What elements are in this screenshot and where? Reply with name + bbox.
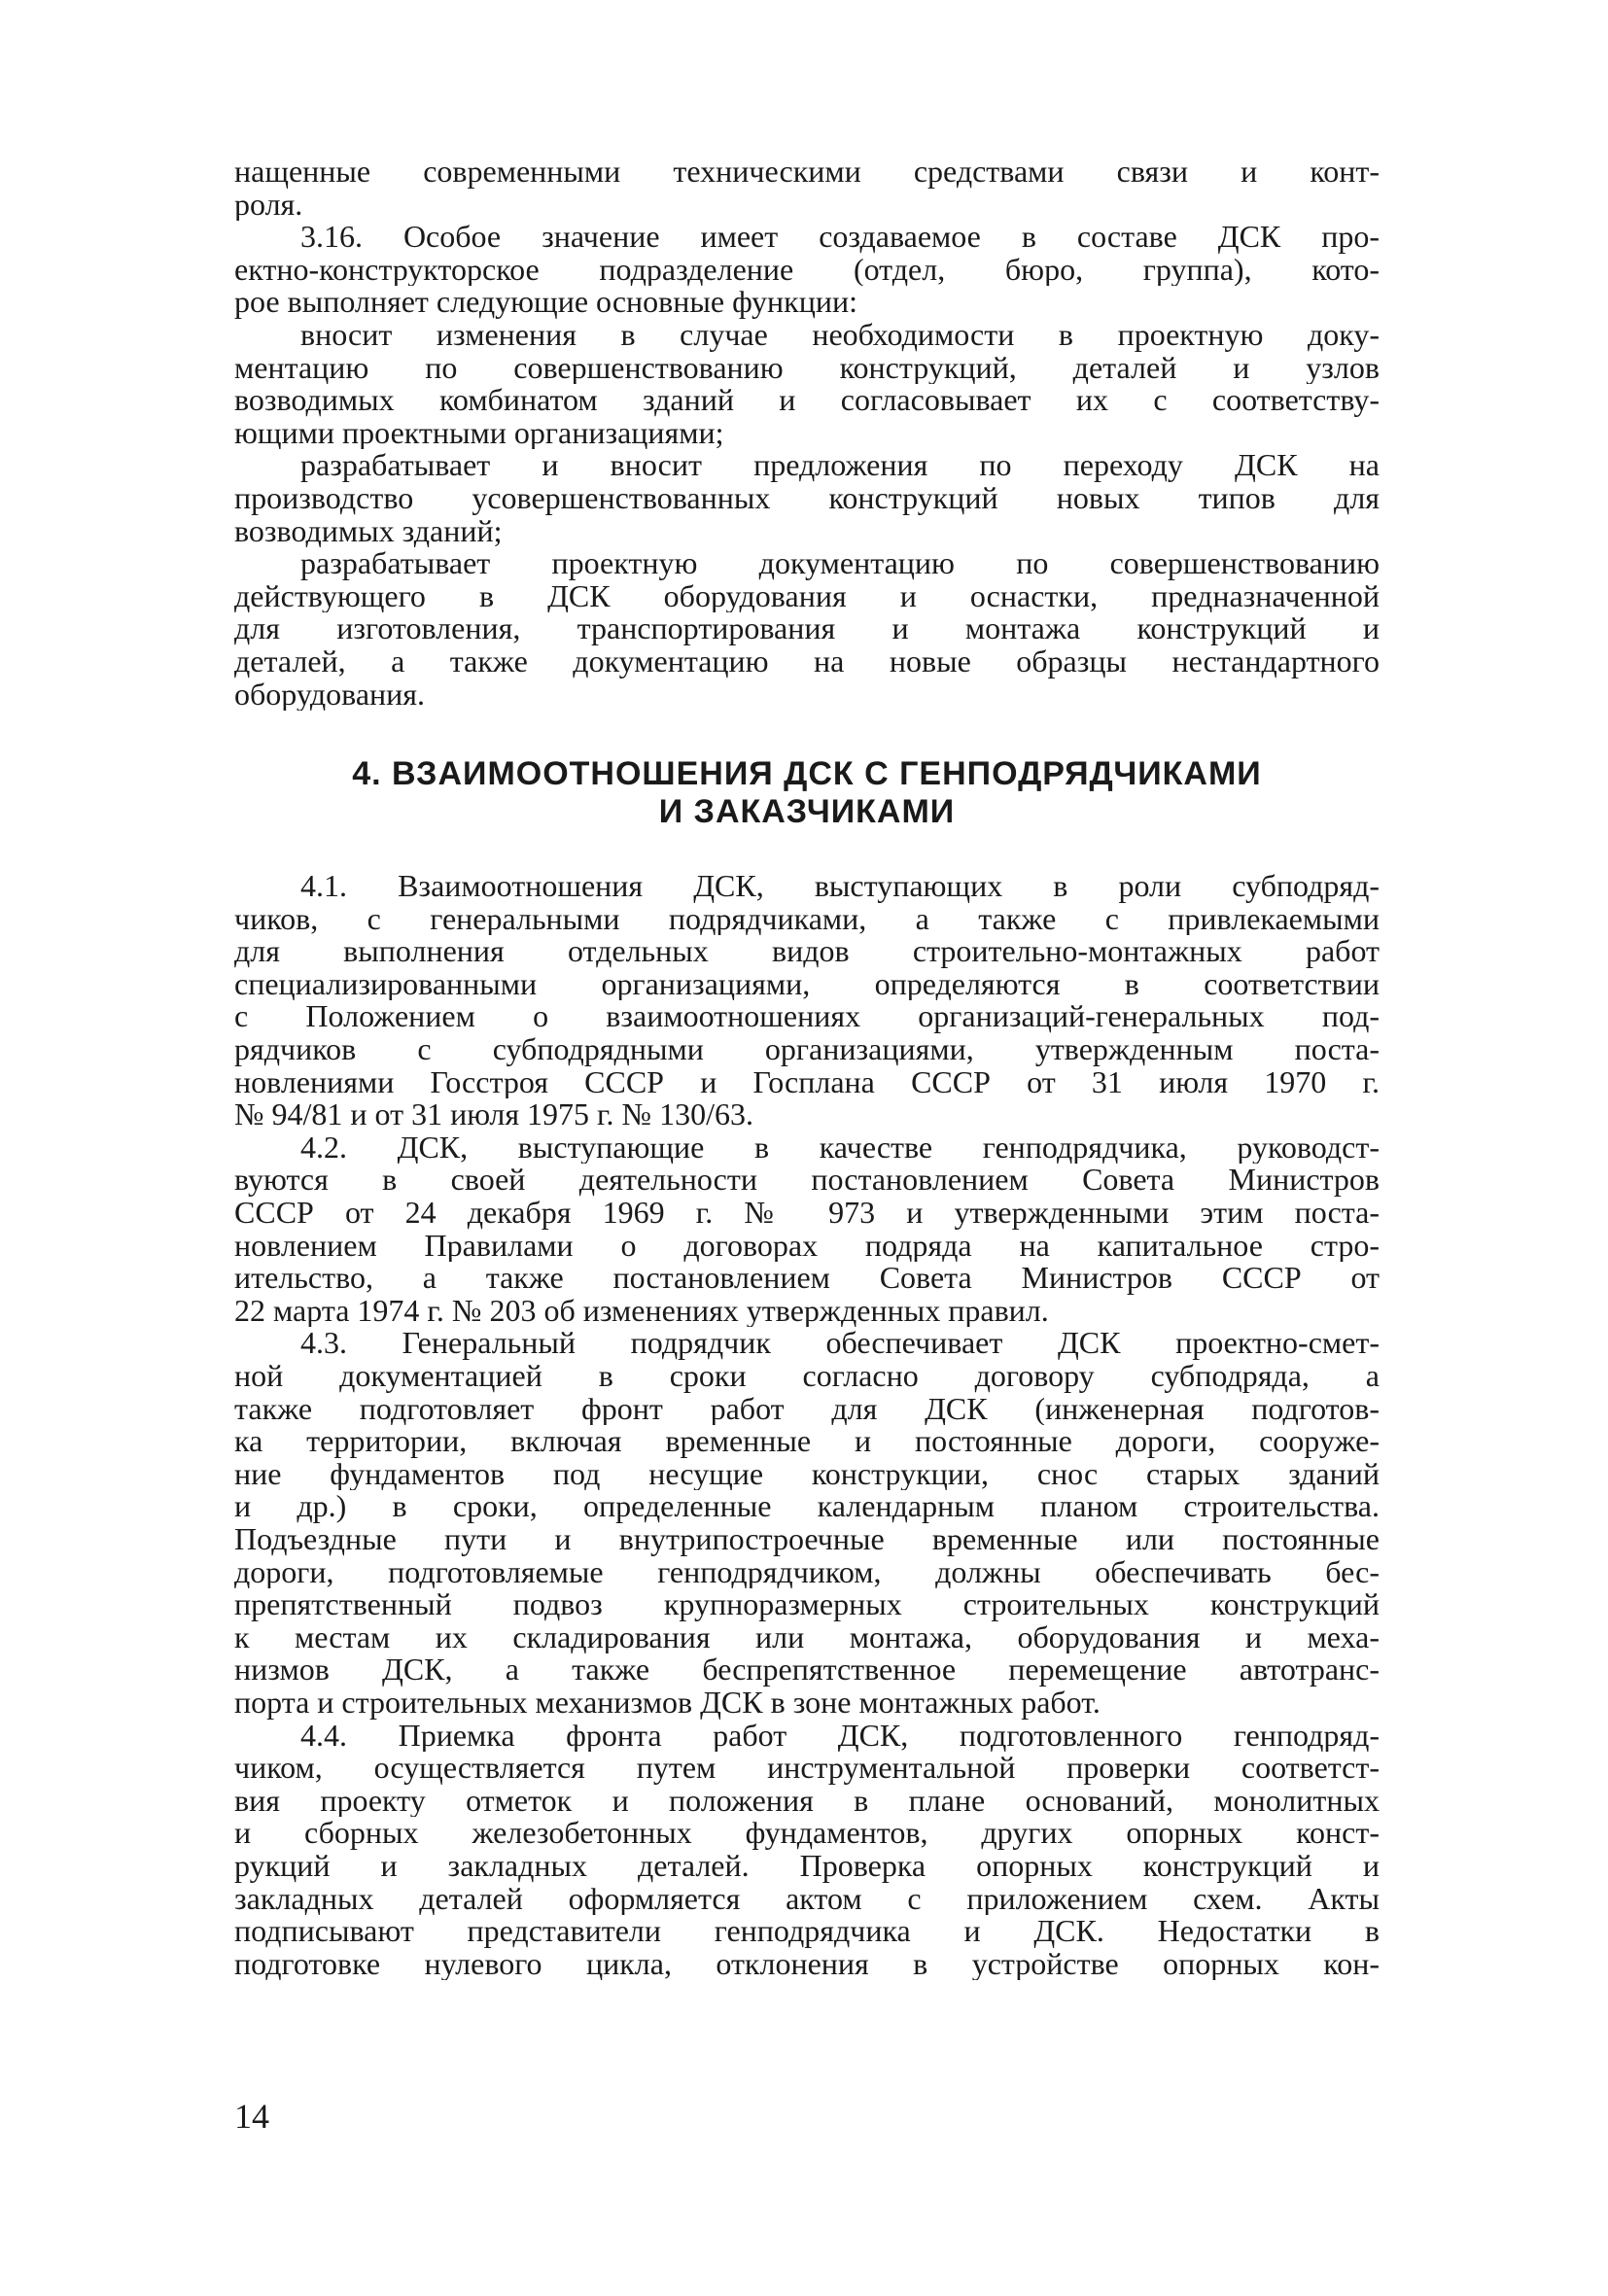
text-line: разрабатывает и вносит предложения по переходу ДСК на (300, 449, 1380, 482)
text-line: препятственный подвоз крупноразмерных строительных конструкций (234, 1588, 1380, 1621)
text-line: низмов ДСК, а также беспрепятственное перемещение автотранс- (234, 1653, 1380, 1687)
text-line: действующего в ДСК оборудования и оснастки, предназначенной (234, 579, 1380, 613)
section-4-text (234, 870, 1380, 1980)
text-line: новлениями Госстроя СССР и Госплана СССР от 31 июля 1970 г. (234, 1065, 1380, 1099)
text-line: вносит изменения в случае необходимости в проектную доку- (300, 318, 1380, 352)
text-line: вуются в своей деятельности постановлением Совета Министров (234, 1164, 1380, 1198)
text-line: ительство, а также постановлением Совета Министров СССР от (234, 1262, 1380, 1295)
text-line: также подготовляет фронт работ для ДСК (инженерная подготов- (234, 1392, 1380, 1426)
text-line: к местам их складирования или монтажа, оборудования и меха- (234, 1620, 1380, 1654)
text-line: Подъездные пути и внутрипостроечные временные или постоянные (234, 1522, 1380, 1556)
paragraph-4-1-line: 4.1. Взаимоотношения ДСК, выступающих в роли субподряд- (300, 870, 1380, 903)
page-body (234, 156, 1380, 1980)
text-line: возводимых комбинатом зданий и согласовывает их с соответству- (234, 384, 1380, 417)
text-line: ющими проектными организациями; (234, 416, 724, 450)
paragraph-4-2-line: 4.2. ДСК, выступающие в качестве генподрядчика, руководст- (300, 1131, 1380, 1165)
text-line: дороги, подготовляемые генподрядчиком, должны обеспечивать бес- (234, 1555, 1380, 1589)
text-line: роля. (234, 188, 303, 222)
text-line: чиком, осуществляется путем инструментальной проверки соответст- (234, 1752, 1380, 1785)
text-line: чиков, с генеральными подрядчиками, а также с привлекаемыми (234, 902, 1380, 936)
text-line: для выполнения отдельных видов строительно-монтажных работ (234, 935, 1380, 968)
text-line: 22 марта 1974 г. № 203 об изменениях утвержденных правил. (234, 1294, 1049, 1328)
text-line: нащенные современными техническими средствами связи и конт- (234, 156, 1380, 189)
text-line: ние фундаментов под несущие конструкции, снос старых зданий (234, 1457, 1380, 1491)
text-line: СССР от 24 декабря 1969 г. № 973 и утвержденными этим поста- (234, 1197, 1380, 1230)
text-line: ной документацией в сроки согласно договору субподряда, а (234, 1360, 1380, 1393)
text-line: ка территории, включая временные и постоянные дороги, сооруже- (234, 1425, 1380, 1458)
heading-line-2: И ЗАКАЗЧИКАМИ (658, 793, 956, 831)
paragraph-3-16-line: 3.16. Особое значение имеет создаваемое в составе ДСК про- (300, 221, 1380, 254)
text-line: и др.) в сроки, определенные календарным планом строительства. (234, 1490, 1380, 1523)
text-line: производство усовершенствованных конструкций новых типов для (234, 481, 1380, 515)
text-line: возводимых зданий; (234, 514, 503, 548)
text-line: и сборных железобетонных фундаментов, других опорных конст- (234, 1817, 1380, 1850)
text-line: ектно-конструкторское подразделение (отдел, бюро, группа), кото- (234, 253, 1380, 287)
text-line: специализированными организациями, определяются в соответствии (234, 967, 1380, 1001)
text-line: с Положением о взаимоотношениях организаций-генеральных под- (234, 1000, 1380, 1034)
text-line: оборудования. (234, 678, 425, 712)
text-line: рое выполняет следующие основные функции: (234, 286, 857, 319)
text-line: подготовке нулевого цикла, отклонения в устройстве опорных кон- (234, 1947, 1380, 1981)
text-line: подписывают представители генподрядчика и ДСК. Недостатки в (234, 1915, 1380, 1948)
text-line: рядчиков с субподрядными организациями, утвержденным поста- (234, 1033, 1380, 1066)
heading-line-1: 4. ВЗАИМООТНОШЕНИЯ ДСК С ГЕНПОДРЯДЧИКАМИ (352, 755, 1262, 793)
paragraph-4-3-line: 4.3. Генеральный подрядчик обеспечивает ДСК проектно-смет- (300, 1327, 1380, 1360)
section-3-text (234, 156, 1380, 711)
text-line: деталей, а также документацию на новые образцы нестандартного (234, 644, 1380, 678)
text-line: ментацию по совершенствованию конструкций, деталей и узлов (234, 351, 1380, 385)
text-line: новлением Правилами о договорах подряда на капитальное стро- (234, 1229, 1380, 1263)
text-line: для изготовления, транспортирования и монтажа конструкций и (234, 612, 1380, 645)
text-line: рукций и закладных деталей. Проверка опорных конструкций и (234, 1849, 1380, 1883)
text-line: порта и строительных механизмов ДСК в зоне монтажных работ. (234, 1686, 1101, 1720)
text-line: вия проекту отметок и положения в плане оснований, монолитных (234, 1784, 1380, 1818)
text-line: разрабатывает проектную документацию по совершенствованию (300, 547, 1380, 580)
text-line: № 94/81 и от 31 июля 1975 г. № 130/63. (234, 1098, 753, 1131)
paragraph-4-4-line: 4.4. Приемка фронта работ ДСК, подготовленного генподряд- (300, 1719, 1380, 1753)
page-number: 14 (234, 2097, 269, 2136)
text-line: закладных деталей оформляется актом с приложением схем. Акты (234, 1882, 1380, 1916)
section-4-heading (234, 755, 1380, 831)
